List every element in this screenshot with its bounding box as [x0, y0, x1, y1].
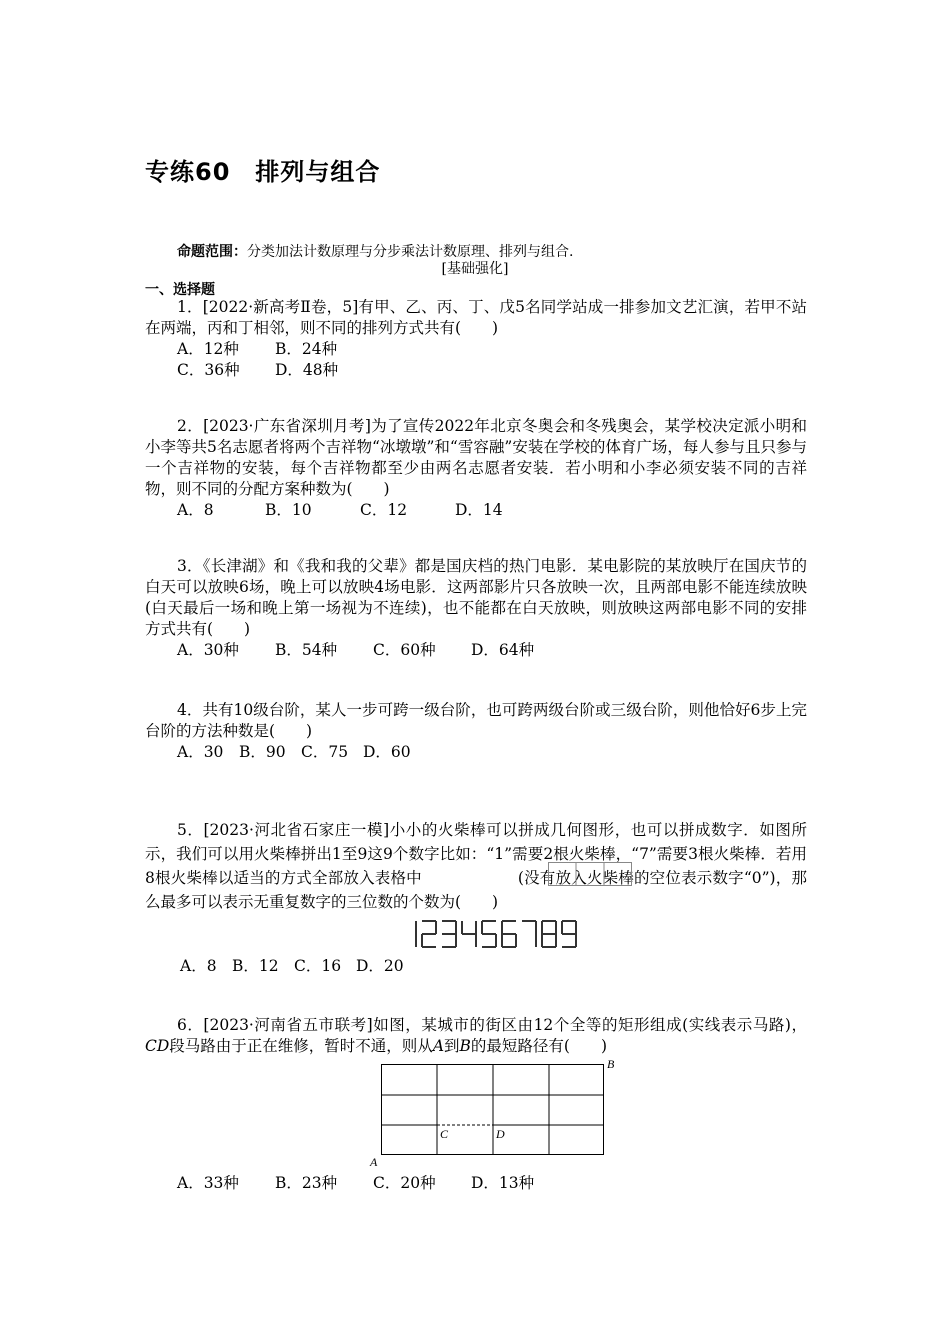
matchstick-digit-4	[462, 921, 476, 947]
question-6-text-b: 段马路由于正在维修，暂时不通，则从	[169, 1037, 433, 1055]
option-b: B．10	[265, 501, 312, 519]
option-b: B．24种	[275, 340, 338, 358]
option-c: C．60种	[373, 641, 436, 659]
option-d: D．13种	[471, 1174, 535, 1192]
question-6-text-c: 到	[444, 1037, 460, 1055]
option-d: D．20	[356, 957, 404, 975]
point-a: A	[432, 1037, 445, 1055]
question-5-text	[145, 818, 807, 914]
option-a: A．33种	[177, 1174, 239, 1192]
segment-cd: CD	[145, 1037, 170, 1055]
option-b: B．12	[232, 957, 279, 975]
matchstick-digit-7	[522, 921, 536, 947]
matchstick-digit-2	[422, 921, 436, 947]
option-d: D．60	[363, 743, 411, 761]
question-5-options	[180, 956, 404, 977]
matchstick-digit-6	[502, 921, 516, 947]
option-a: A．8	[177, 501, 214, 519]
option-c: C．12	[360, 501, 408, 519]
option-a: A．30种	[177, 641, 239, 659]
option-a: A．8	[180, 957, 217, 975]
question-6-text-a: 6．[2023·河南省五市联考]如图，某城市的街区由12个全等的矩形组成(实线表示马路)，	[177, 1016, 807, 1034]
point-b: B	[459, 1037, 471, 1055]
question-2-options	[177, 500, 503, 521]
question-6-text-d: 的最短路径有( )	[470, 1037, 608, 1055]
question-3-text: 3．《长津湖》和《我和我的父辈》都是国庆档的热门电影．某电影院的某放映厅在国庆节的白天可以放映6场，晚上可以放映4场电影．这两部影片只各放映一次，且两部电影不能连续放映(白天最后一场和晚上第一场视为不连续)，也不能都在白天放映，则放映这两部电影不同的安排方式共有( )	[145, 557, 807, 638]
level-heading: [基础强化]	[441, 261, 509, 277]
scope-text: 分类加法计数原理与分步乘法计数原理、排列与组合.	[247, 244, 574, 260]
map-label-b: B	[607, 1058, 615, 1071]
question-1-text: 1．[2022·新高考Ⅱ卷，5]有甲、乙、丙、丁、戊5名同学站成一排参加文艺汇演，若甲不站在两端，丙和丁相邻，则不同的排列方式共有( )	[145, 298, 807, 337]
question-1-options	[177, 339, 337, 360]
question-3-options	[177, 640, 534, 661]
option-d: D．14	[455, 501, 503, 519]
street-map-figure	[368, 1058, 620, 1174]
question-1-options-row2	[177, 360, 338, 381]
option-c: C．36种	[177, 361, 240, 379]
question-4-options	[177, 742, 411, 763]
question-6-text	[145, 1015, 807, 1057]
option-a: A．30	[177, 743, 224, 761]
matchstick-digits-figure	[400, 918, 584, 954]
page-title: 专练60 排列与组合	[145, 158, 381, 186]
option-a: A．12种	[177, 340, 239, 358]
map-label-c: C	[440, 1127, 449, 1141]
option-b: B．23种	[275, 1174, 338, 1192]
matchstick-digit-5	[482, 921, 496, 947]
map-label-a: A	[370, 1155, 378, 1169]
option-b: B．54种	[275, 641, 338, 659]
option-b: B．90	[239, 743, 286, 761]
question-2-text: 2．[2023·广东省深圳月考]为了宣传2022年北京冬奥会和冬残奥会，某学校决定派小明和小李等共5名志愿者将两个吉祥物“冰墩墩”和“雪容融”安装在学校的体育广场，每人参与且只参与一个吉祥物的安装，每个吉祥物都至少由两名志愿者安装．若小明和小李必须安装不同的吉祥物，则不同的分配方案种数为( )	[145, 417, 807, 498]
map-label-d: D	[496, 1127, 505, 1141]
matchstick-digit-8	[542, 921, 556, 947]
option-d: D．64种	[471, 641, 535, 659]
section-heading: 一、选择题	[145, 282, 215, 298]
question-5-text-b: (没有放入火柴棒的空位表示数字“0”)，那么最多可以表示无重复数字的三位数的个数为( )	[145, 869, 807, 911]
matchstick-digit-9	[562, 921, 576, 947]
three-cell-table	[548, 862, 632, 886]
table-border	[549, 863, 632, 886]
option-d: D．48种	[275, 361, 339, 379]
matchstick-digit-3	[442, 921, 456, 947]
scope-label: 命题范围：	[177, 244, 247, 260]
question-4-text: 4．共有10级台阶，某人一步可跨一级台阶，也可跨两级台阶或三级台阶，则他恰好6步上完台阶的方法种数是( )	[145, 701, 807, 740]
option-c: C．20种	[373, 1174, 436, 1192]
option-c: C．16	[294, 957, 342, 975]
table-slot	[422, 873, 518, 883]
question-6-options	[177, 1173, 534, 1194]
question-5-text-a: 5．[2023·河北省石家庄一模]小小的火柴棒可以拼成几何图形，也可以拼成数字．如图所示，我们可以用火柴棒拼出1至9这9个数字比如：“1”需要2根火柴棒，“7”需要3根火柴棒．若用8根火柴棒以适当的方式全部放入表格中	[145, 821, 807, 887]
option-c: C．75	[301, 743, 349, 761]
